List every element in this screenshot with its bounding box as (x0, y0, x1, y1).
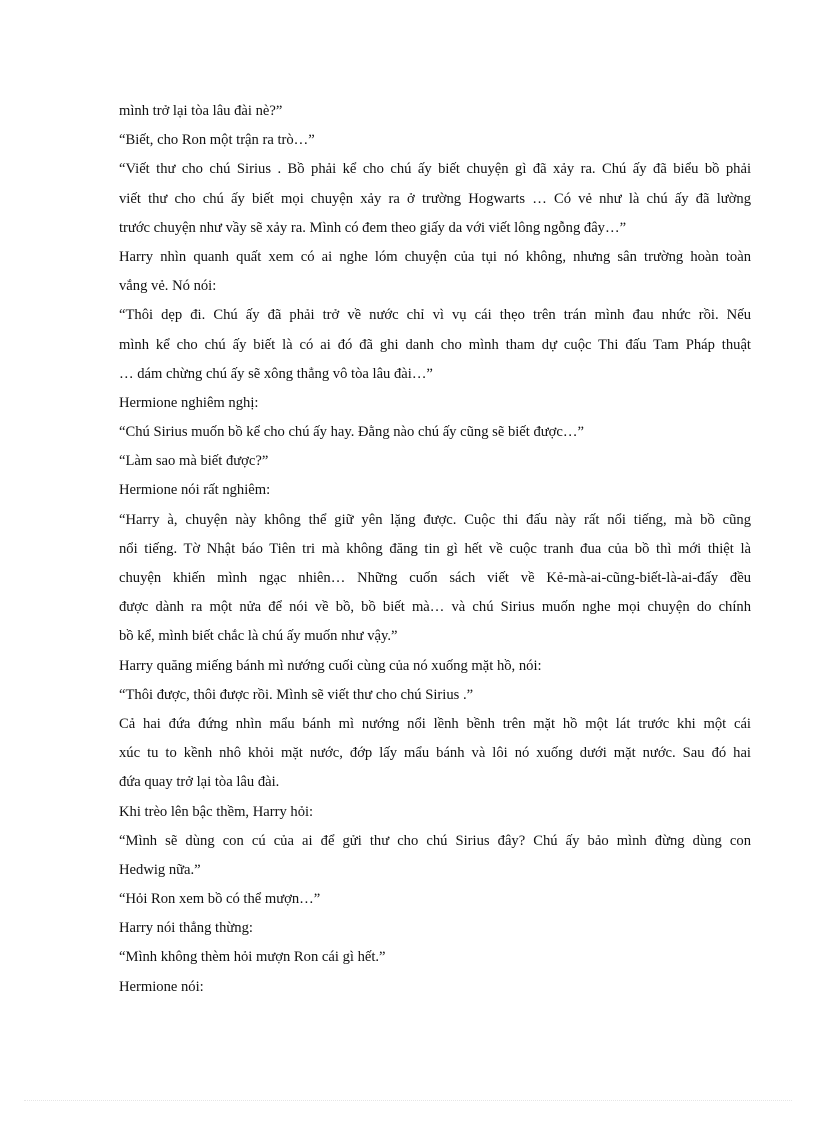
text-line: mình trở lại tòa lâu đài nè?” (119, 103, 283, 119)
text-line: được dành ra một nửa để nói về bồ, bồ biết mà… và chú Sirius muốn nghe mọi chuyện do chính (119, 599, 751, 616)
page-bottom-divider (24, 1100, 792, 1101)
text-line: Hermione nói: (119, 978, 204, 995)
text-line: Hedwig nữa.” (119, 861, 201, 878)
text-line: Harry quăng miếng bánh mì nướng cuối cùng của nó xuống mặt hồ, nói: (119, 657, 542, 674)
text-line: “Thôi dẹp đi. Chú ấy đã phải trở về nước chỉ vì vụ cái thẹo trên trán mình đau nhức rồi. Nếu (119, 307, 751, 324)
text-line: “Chú Sirius muốn bồ kể cho chú ấy hay. Đằng nào chú ấy cũng sẽ biết được…” (119, 424, 584, 441)
text-line: bồ kể, mình biết chắc là chú ấy muốn như vậy.” (119, 628, 398, 645)
text-line: Harry nhìn quanh quất xem có ai nghe lóm chuyện của tụi nó không, nhưng sân trường hoàn toàn (119, 248, 751, 265)
text-line: “Mình sẽ dùng con cú của ai để gửi thư cho chú Sirius đây? Chú ấy bảo mình đừng dùng con (119, 832, 751, 849)
text-line: “Harry à, chuyện này không thể giữ yên lặng được. Cuộc thi đấu này rất nổi tiếng, mà bồ cũng (119, 511, 751, 528)
text-line: vắng vẻ. Nó nói: (119, 278, 217, 295)
text-line: viết thư cho chú ấy biết mọi chuyện xảy ra ở trường Hogwarts … Có vẻ như là chú ấy đã lường (119, 190, 751, 207)
text-line: nổi tiếng. Tờ Nhật báo Tiên tri mà không đăng tin gì hết về cuộc tranh đua của bồ thì mới thiệt là (119, 540, 751, 557)
text-line: … dám chừng chú ấy sẽ xông thẳng vô tòa lâu đài…” (119, 365, 433, 382)
text-line: “Viết thư cho chú Sirius . Bồ phải kể cho chú ấy biết chuyện gì đã xảy ra. Chú ấy đã biểu bồ phải (119, 161, 751, 178)
text-line: Cả hai đứa đứng nhìn mẩu bánh mì nướng nổi lềnh bềnh trên mặt hồ một lát trước khi một cái (119, 715, 751, 732)
text-line: Hermione nghiêm nghị: (119, 394, 259, 411)
body-text (119, 97, 751, 1002)
text-line: xúc tu to kềnh nhô khỏi mặt nước, đớp lấy mẩu bánh và lôi nó xuống dưới mặt nước. Sau đó hai (119, 745, 751, 762)
text-line: “Mình không thèm hỏi mượn Ron cái gì hết.” (119, 949, 386, 966)
text-line: đứa quay trở lại tòa lâu đài. (119, 774, 280, 791)
text-line: mình kể cho chú ấy biết là có ai đó đã ghi danh cho mình tham dự cuộc Thi đấu Tam Pháp thuật (119, 336, 751, 353)
text-line: Khi trèo lên bậc thềm, Harry hỏi: (119, 803, 314, 820)
text-line: “Hỏi Ron xem bồ có thể mượn…” (119, 891, 321, 908)
text-line: Hermione nói rất nghiêm: (119, 482, 271, 499)
text-line: “Làm sao mà biết được?” (119, 453, 269, 470)
text-line: “Biết, cho Ron một trận ra trò…” (119, 132, 315, 149)
text-line: Harry nói thẳng thừng: (119, 920, 253, 937)
text-line: “Thôi được, thôi được rồi. Mình sẽ viết thư cho chú Sirius .” (119, 686, 474, 703)
text-line: chuyện khiến mình ngạc nhiên… Những cuốn sách viết về Kẻ-mà-ai-cũng-biết-là-ai-đấy đều (119, 570, 751, 586)
text-line: trước chuyện như vầy sẽ xảy ra. Mình có đem theo giấy da với viết lông ngỗng đây…” (119, 219, 627, 236)
